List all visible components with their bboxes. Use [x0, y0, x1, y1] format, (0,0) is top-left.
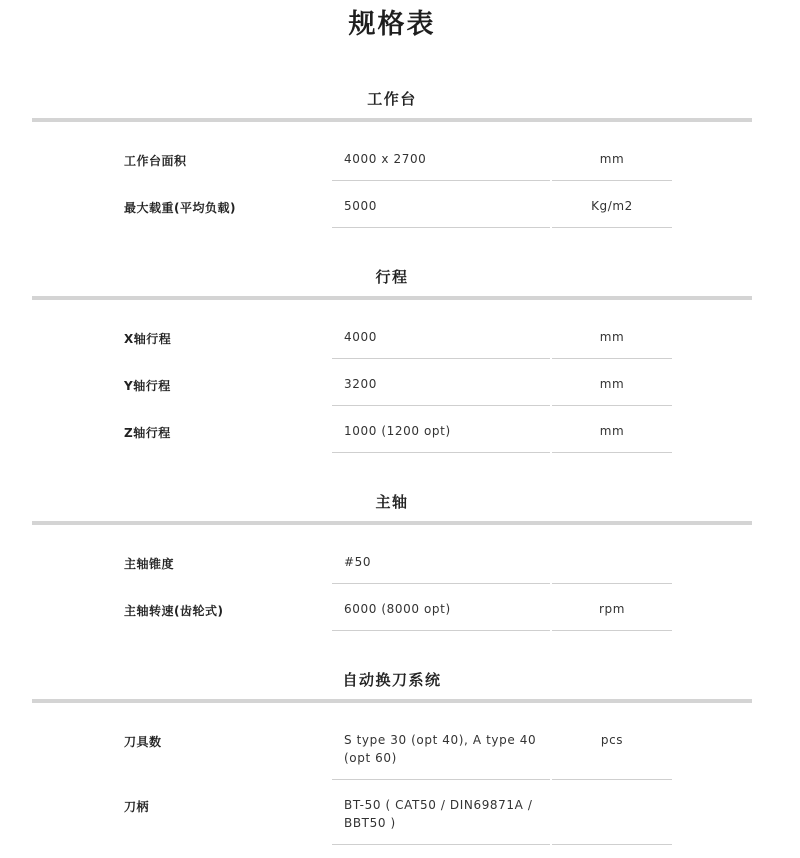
spec-value: 5000 — [344, 199, 377, 213]
row-divider — [552, 452, 672, 453]
spec-label: 最大载重(平均负载) — [124, 201, 236, 215]
spec-unit: mm — [599, 424, 625, 438]
section-heading-worktable: 工作台 — [367, 90, 417, 108]
spec-unit: mm — [599, 377, 625, 391]
row-divider — [332, 227, 550, 228]
page-title: 规格表 — [348, 9, 436, 40]
row-divider — [332, 358, 550, 359]
section-divider — [32, 699, 752, 703]
spec-unit: mm — [599, 152, 625, 166]
row-divider — [552, 583, 672, 584]
spec-unit: rpm — [598, 602, 626, 616]
spec-label: 主轴锥度 — [124, 557, 175, 571]
row-divider — [552, 227, 672, 228]
spec-unit: mm — [599, 330, 625, 344]
spec-value: 4000 x 2700 — [344, 152, 427, 166]
section-heading-spindle: 主轴 — [375, 493, 409, 511]
spec-label: Y轴行程 — [124, 379, 171, 393]
spec-label: 刀柄 — [124, 800, 150, 814]
spec-label: 刀具数 — [124, 735, 162, 749]
spec-value: 3200 — [344, 377, 377, 391]
section-divider — [32, 296, 752, 300]
row-divider — [552, 779, 672, 780]
row-divider — [332, 452, 550, 453]
row-divider — [552, 405, 672, 406]
spec-value: 6000 (8000 opt) — [344, 602, 451, 616]
section-heading-travel: 行程 — [375, 268, 409, 286]
row-divider — [332, 405, 550, 406]
spec-value: 1000 (1200 opt) — [344, 424, 451, 438]
row-divider — [552, 180, 672, 181]
spec-value: #50 — [344, 555, 372, 569]
section-divider — [32, 521, 752, 525]
section-heading-atc: 自动换刀系统 — [342, 671, 442, 689]
row-divider — [332, 630, 550, 631]
spec-label: 主轴转速(齿轮式) — [124, 604, 224, 618]
spec-unit: Kg/m2 — [591, 199, 633, 213]
spec-label: 工作台面积 — [124, 154, 187, 168]
spec-value: BT-50 ( CAT50 / DIN69871A / BBT50 ) — [344, 798, 533, 830]
row-divider — [552, 630, 672, 631]
row-divider — [332, 779, 550, 780]
spec-value: 4000 — [344, 330, 377, 344]
row-divider — [332, 180, 550, 181]
row-divider — [552, 358, 672, 359]
spec-label: X轴行程 — [124, 332, 172, 346]
row-divider — [552, 844, 672, 845]
spec-unit: pcs — [600, 733, 624, 747]
section-divider — [32, 118, 752, 122]
row-divider — [332, 844, 550, 845]
spec-value: S type 30 (opt 40), A type 40 (opt 60) — [344, 733, 537, 765]
spec-label: Z轴行程 — [124, 426, 171, 440]
row-divider — [332, 583, 550, 584]
